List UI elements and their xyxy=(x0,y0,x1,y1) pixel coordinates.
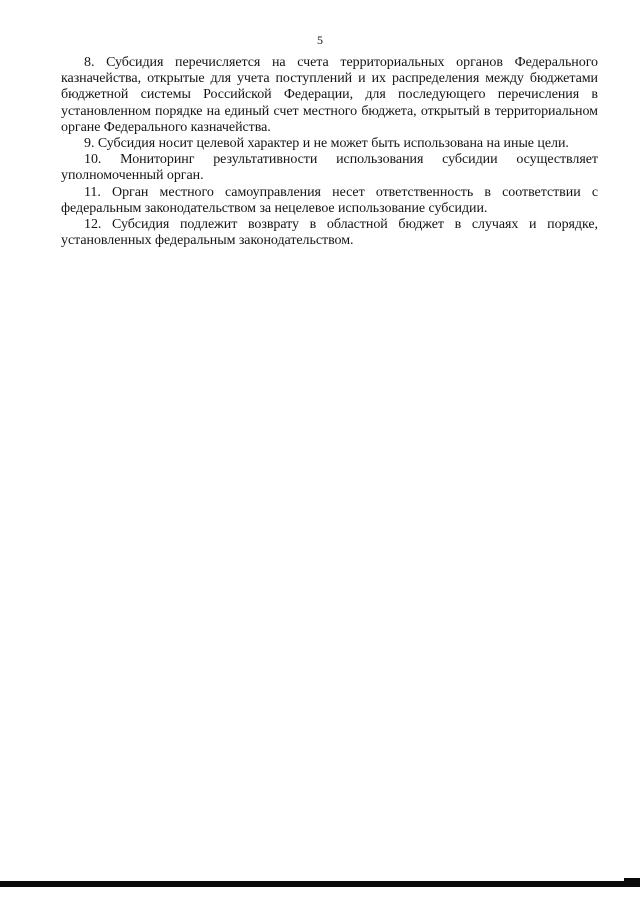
paragraph-9: 9. Субсидия носит целевой характер и не может быть использована на иные цели. xyxy=(84,136,569,152)
scan-border-corner xyxy=(624,878,640,887)
scan-border-bottom xyxy=(0,881,640,887)
paragraph-8: 8. Субсидия перечисляется на счета территориальных органов Федерального казначейства, открытые для учета поступлений и их распределения между бюджетами бюджетной системы Российской Федерации, для последующего перечисления в установленном порядке на единый счет местного бюджета, открытый в территориальном органе Федерального казначейства. xyxy=(61,55,598,135)
paragraph-12: 12. Субсидия подлежит возврату в областной бюджет в случаях и порядке, установленных федеральным законодательством. xyxy=(61,217,598,249)
paragraph-11: 11. Орган местного самоуправления несет ответственность в соответствии с федеральным законодательством за нецелевое использование субсидии. xyxy=(61,184,598,216)
page-number: 5 xyxy=(317,33,323,47)
paragraph-10: 10. Мониторинг результативности использования субсидии осуществляет уполномоченный орган. xyxy=(61,152,598,184)
document-body xyxy=(61,55,598,249)
